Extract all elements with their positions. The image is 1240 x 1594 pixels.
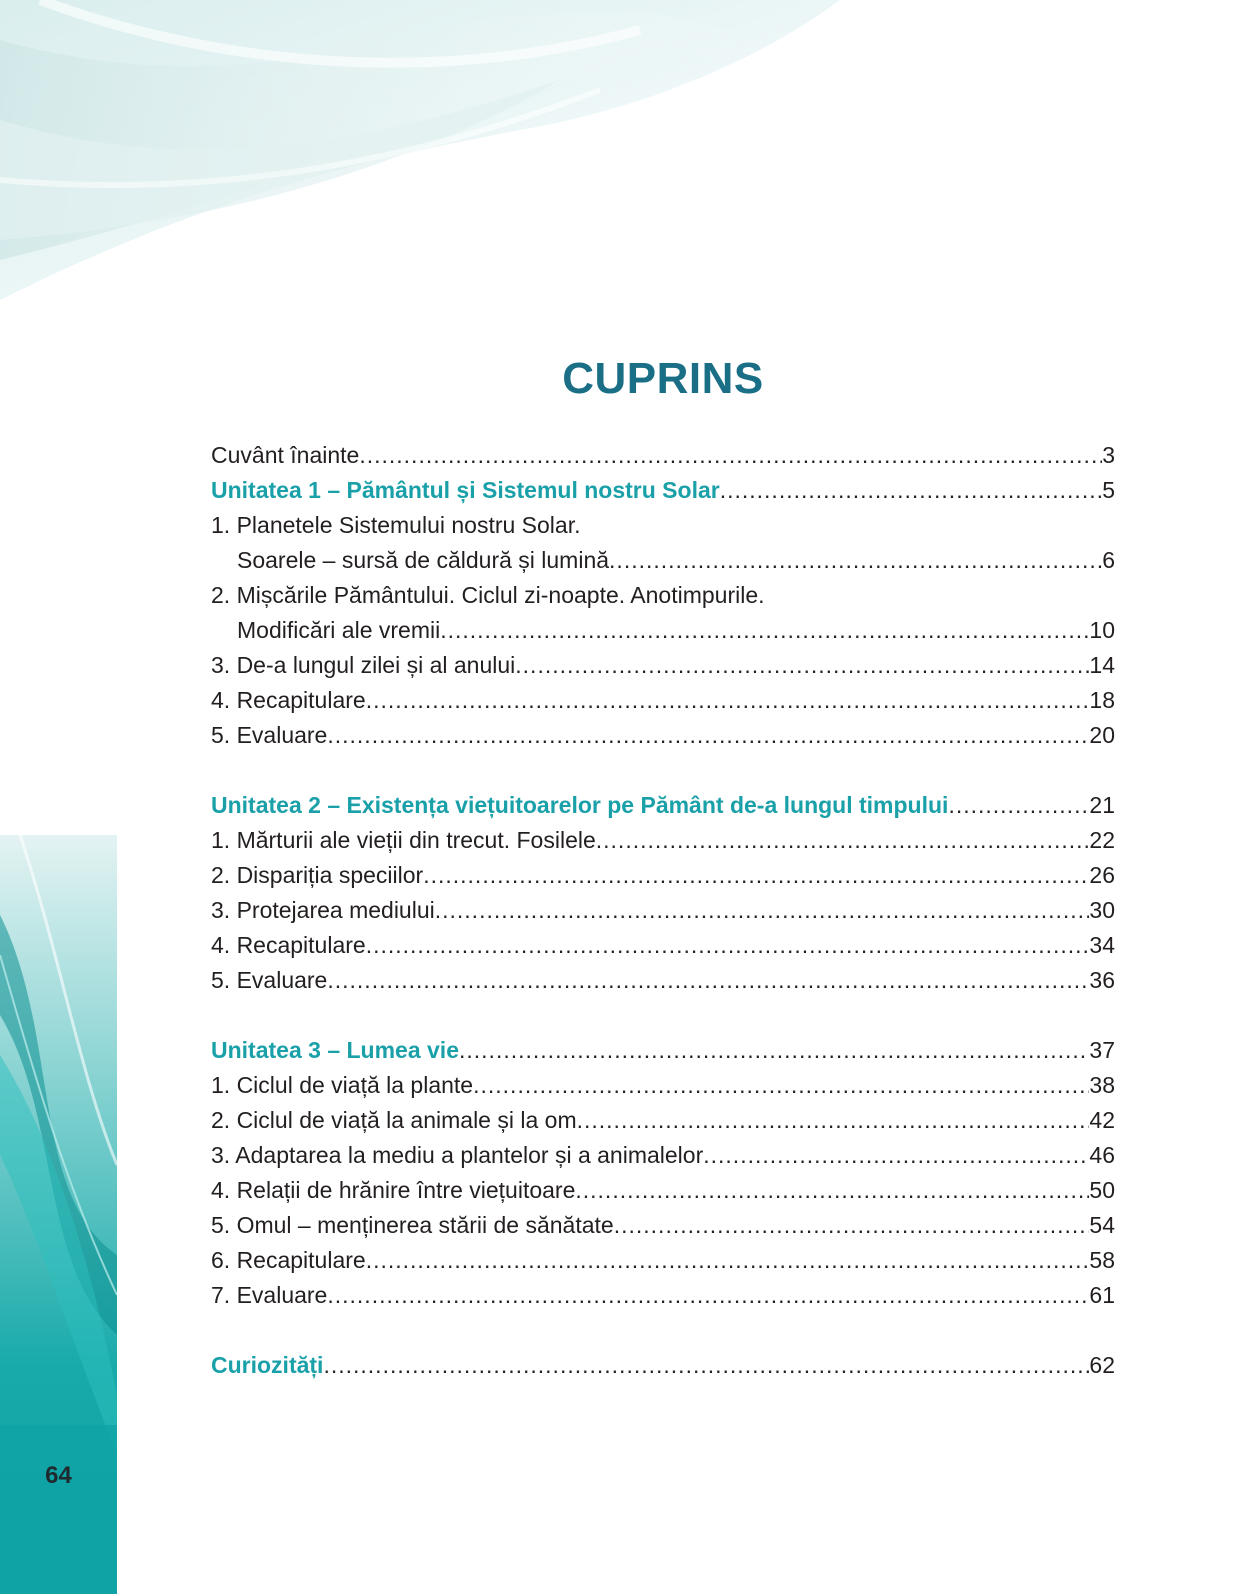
toc-entry-page: 42 [1089, 1107, 1115, 1133]
toc-entry-page: 26 [1089, 862, 1115, 888]
toc-entry-page: 54 [1089, 1212, 1115, 1238]
toc-entry[interactable] [211, 718, 1115, 753]
top-decorative-swoosh [0, 0, 840, 330]
spacer [211, 753, 1115, 788]
toc-entry-page: 37 [1089, 1037, 1115, 1063]
toc-entry[interactable] [211, 648, 1115, 683]
toc-entry-page: 18 [1089, 687, 1115, 713]
spacer [211, 998, 1115, 1033]
toc-entry-line1[interactable] [211, 508, 1115, 543]
toc-entry-page: 61 [1089, 1282, 1115, 1308]
dot-leader [327, 718, 1089, 753]
toc-entry[interactable] [211, 858, 1115, 893]
toc-entry[interactable] [211, 1278, 1115, 1313]
dot-leader [366, 1243, 1090, 1278]
dot-leader [948, 788, 1089, 823]
dot-leader [515, 648, 1089, 683]
spacer [211, 1313, 1115, 1348]
toc-entry-label: 3. Adaptarea la mediu a plantelor și a animalelor [211, 1142, 704, 1168]
toc-entry[interactable] [211, 963, 1115, 998]
page-title: CUPRINS [562, 354, 764, 403]
toc-entry-label: 2. Ciclul de viață la animale și la om [211, 1107, 577, 1133]
toc-entry-page: 38 [1089, 1072, 1115, 1098]
toc-entry-page: 58 [1089, 1247, 1115, 1273]
toc-entry-label: 2. Mișcările Pământului. Ciclul zi-noapte. Anotimpurile. [211, 582, 765, 608]
dot-leader [720, 473, 1103, 508]
unit-heading: Unitatea 1 – Pământul și Sistemul nostru Solar [211, 477, 720, 503]
toc-entry-label: 3. De-a lungul zilei și al anului [211, 652, 516, 678]
toc-entry-label: Modificări ale vremii [237, 617, 441, 643]
page-number: 64 [45, 1462, 72, 1489]
toc-entry-intro[interactable] [211, 438, 1115, 473]
toc-entry[interactable] [211, 1208, 1115, 1243]
dot-leader [435, 893, 1090, 928]
toc-entry[interactable] [211, 1173, 1115, 1208]
toc-unit-1[interactable] [211, 473, 1115, 508]
toc-entry-label: 1. Planetele Sistemului nostru Solar. [211, 512, 581, 538]
toc-entry-label: Cuvânt înainte [211, 442, 360, 468]
toc-entry-label: 2. Dispariția speciilor [211, 862, 424, 888]
toc-entry-page: 5 [1102, 477, 1115, 503]
toc-entry[interactable] [211, 928, 1115, 963]
toc-entry-label: 7. Evaluare [211, 1282, 328, 1308]
toc-entry-page: 3 [1102, 442, 1115, 468]
toc-entry[interactable] [211, 1068, 1115, 1103]
dot-leader [575, 1173, 1089, 1208]
toc-entry-label: 3. Protejarea mediului [211, 897, 435, 923]
dot-leader [614, 1208, 1090, 1243]
toc-unit-2[interactable] [211, 788, 1115, 823]
dot-leader [703, 1138, 1089, 1173]
dot-leader [423, 858, 1089, 893]
toc-entry-label: 5. Evaluare [211, 967, 328, 993]
toc-entry-page: 62 [1089, 1352, 1115, 1378]
dot-leader [323, 1348, 1089, 1383]
dot-leader [359, 438, 1102, 473]
toc-entry-label: 6. Recapitulare [211, 1247, 366, 1273]
toc-entry-page: 14 [1089, 652, 1115, 678]
dot-leader [366, 683, 1090, 718]
toc-entry[interactable] [211, 1243, 1115, 1278]
dot-leader [440, 613, 1089, 648]
unit-heading: Curiozități [211, 1352, 324, 1378]
toc-entry[interactable] [211, 683, 1115, 718]
toc-curiosities[interactable] [211, 1348, 1115, 1383]
toc-entry-page: 50 [1089, 1177, 1115, 1203]
toc-entry-label: 4. Relații de hrănire între viețuitoare [211, 1177, 576, 1203]
toc-entry-page: 46 [1089, 1142, 1115, 1168]
dot-leader [609, 543, 1102, 578]
dot-leader [473, 1068, 1089, 1103]
dot-leader [577, 1103, 1090, 1138]
dot-leader [327, 1278, 1089, 1313]
dot-leader [596, 823, 1090, 858]
toc-entry-page: 10 [1089, 617, 1115, 643]
toc-entry-page: 20 [1089, 722, 1115, 748]
toc-entry-page: 30 [1089, 897, 1115, 923]
toc-entry-line1[interactable] [211, 578, 1115, 613]
toc-entry-label: Soarele – sursă de căldură și lumină [237, 547, 610, 573]
toc-entry-label: 5. Omul – menținerea stării de sănătate [211, 1212, 614, 1238]
toc-entry-page: 21 [1089, 792, 1115, 818]
toc-entry[interactable] [211, 543, 1115, 578]
toc-entry-label: 4. Recapitulare [211, 687, 366, 713]
toc-entry[interactable] [211, 1138, 1115, 1173]
toc-entry-page: 6 [1102, 547, 1115, 573]
toc-entry[interactable] [211, 1103, 1115, 1138]
toc-entry-page: 36 [1089, 967, 1115, 993]
dot-leader [366, 928, 1090, 963]
dot-leader [327, 963, 1089, 998]
toc-entry-page: 34 [1089, 932, 1115, 958]
toc-entry-label: 4. Recapitulare [211, 932, 366, 958]
toc-unit-3[interactable] [211, 1033, 1115, 1068]
table-of-contents [211, 438, 1115, 1383]
toc-entry-label: 1. Mărturii ale vieții din trecut. Fosilele [211, 827, 596, 853]
unit-heading: Unitatea 3 – Lumea vie [211, 1037, 459, 1063]
unit-heading: Unitatea 2 – Existența viețuitoarelor pe Pământ de-a lungul timpului [211, 792, 949, 818]
toc-entry[interactable] [211, 893, 1115, 928]
dot-leader [459, 1033, 1089, 1068]
toc-entry[interactable] [211, 613, 1115, 648]
toc-entry-label: 5. Evaluare [211, 722, 328, 748]
toc-entry[interactable] [211, 823, 1115, 858]
toc-entry-label: 1. Ciclul de viață la plante [211, 1072, 474, 1098]
toc-entry-page: 22 [1089, 827, 1115, 853]
